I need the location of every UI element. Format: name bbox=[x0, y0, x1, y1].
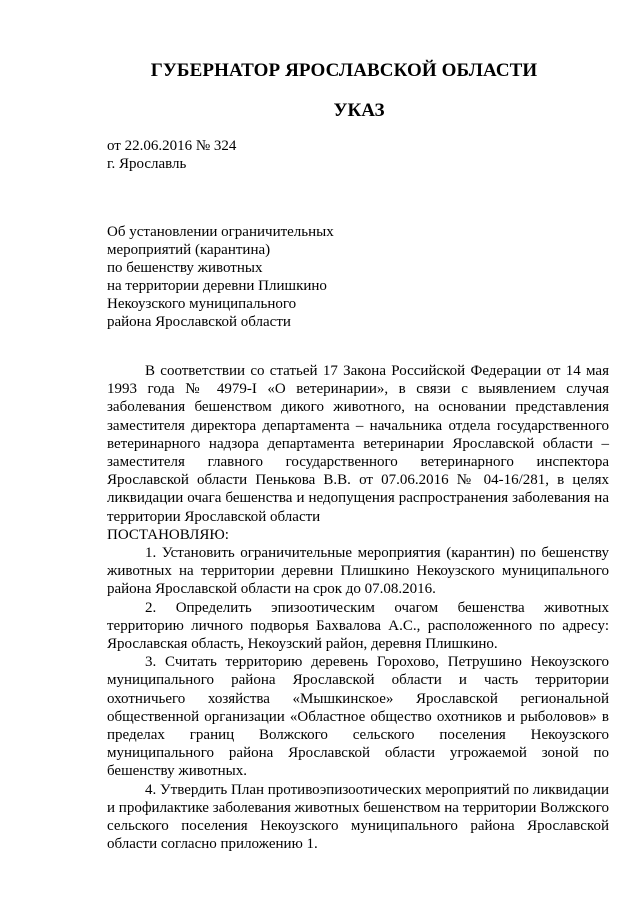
item-paragraph-3: 3. Считать территорию деревень Горохово, Петрушино Некоузского муниципального района Ярославской области и часть территории охотничьего хозяйства «Мышкинское» Ярославской региональной общественной организации «Областное общество охотников и рыболовов» в пределах границ Волжского сельского поселения Некоузского муниципального района Ярославской области угрожаемой зоной по бешенству животных. bbox=[107, 654, 609, 780]
resolve-heading: ПОСТАНОВЛЯЮ: bbox=[107, 526, 229, 543]
subject-line: мероприятий (карантина) bbox=[107, 242, 271, 258]
document-subject bbox=[107, 223, 334, 331]
document-type: УКАЗ bbox=[333, 100, 385, 121]
preamble-paragraph: В соответствии со статьей 17 Закона Российской Федерации от 14 мая 1993 года № 4979-I «О ветеринарии», в связи с выявлением случая заболевания бешенством дикого животного, на основании представления заместителя директора департамента – начальника отдела государственного ветеринарного надзора департамента ветеринарии Ярославской области – заместителя главного государственного ветеринарного инспектора Ярославской области Пенькова В.В. от 07.06.2016 № 04-16/281, в целях ликвидации очага бешенства и недопущения распространения заболевания на территории Ярославской области bbox=[107, 363, 609, 525]
item-paragraph-4: 4. Утвердить План противоэпизоотических мероприятий по ликвидации и профилактике заболевания животных бешенством на территории Волжского сельского поселения Некоузского муниципального района Ярославской области согласно приложению 1. bbox=[107, 781, 609, 853]
date-number: от 22.06.2016 № 324 bbox=[107, 138, 237, 154]
subject-line: Некоузского муниципального bbox=[107, 296, 297, 312]
city: г. Ярославль bbox=[107, 156, 187, 172]
organization-title: ГУБЕРНАТОР ЯРОСЛАВСКОЙ ОБЛАСТИ bbox=[150, 60, 538, 81]
subject-line: по бешенству животных bbox=[107, 260, 263, 276]
subject-line: Об установлении ограничительных bbox=[107, 224, 334, 240]
subject-line: на территории деревни Плишкино bbox=[107, 278, 327, 294]
item-paragraph-2: 2. Определить эпизоотическим очагом бешенства животных территорию личного подворья Бахвалова А.С., расположенного по адресу: Ярославская область, Некоузский район, деревня Плишкино. bbox=[107, 599, 609, 653]
subject-line: района Ярославской области bbox=[107, 314, 291, 330]
document-meta bbox=[107, 137, 236, 173]
item-paragraph-1: 1. Установить ограничительные мероприятия (карантин) по бешенству животных на территории деревни Плишкино Некоузского муниципального района Ярославской области на срок до 07.08.2016. bbox=[107, 545, 609, 598]
document-body bbox=[107, 362, 609, 853]
